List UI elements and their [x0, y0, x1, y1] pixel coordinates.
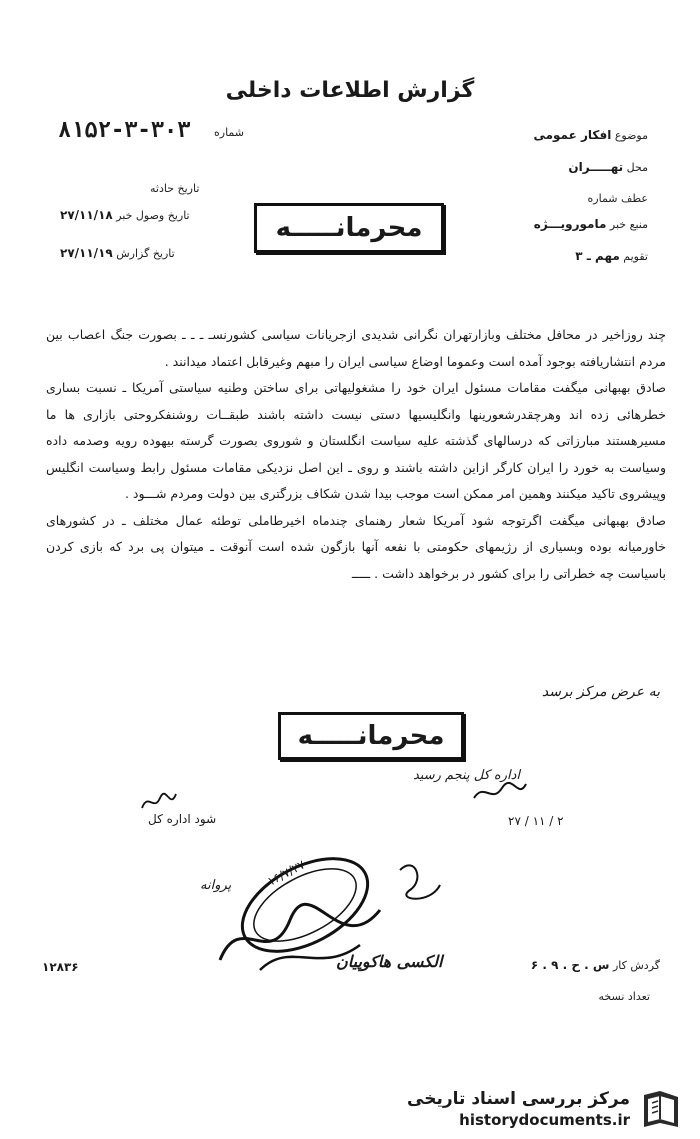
file-code: ۱۲۸۳۶ — [42, 960, 79, 974]
assessment-field — [575, 249, 648, 263]
document-title: گزارش اطلاعات داخلی — [225, 78, 475, 103]
date-event-field — [150, 182, 199, 195]
copies-field — [599, 990, 650, 1003]
place-field — [568, 160, 648, 174]
source-value: مامورویـــژه — [533, 217, 607, 231]
signature-note-2: اداره کل پنجم رسید — [412, 768, 520, 783]
signature-name: الکسی هاکوپیان — [336, 952, 443, 971]
signature-left: پروانه — [200, 878, 232, 893]
report-paragraph: چند روزاخیر در محافل مختلف وبازارتهران نگرانی شدیدی ازجریانات سیاسی کشورنسـ ـ ـ ـ بصورت جنگ اعصاب بین مردم انتشاریافته بوجود آمده است وعموما اوضاع سیاسی ایران را مبهم وغیرقابل اعتماد میدانند . — [46, 327, 666, 369]
archive-field — [531, 958, 660, 972]
subject-label: موضوع — [614, 129, 648, 142]
copies-label: تعداد نسخه — [598, 990, 650, 1003]
place-value: تهـــــران — [568, 160, 624, 174]
date-report-value: ۲۷/۱۱/۱۹ — [60, 246, 113, 260]
classification-stamp: محرمانـــــه — [254, 203, 444, 253]
source-field — [534, 217, 648, 231]
classification-stamp-bottom: محرمانـــــه — [278, 712, 464, 760]
place-label: محل — [626, 161, 648, 174]
signature-date: ۲ / ۱۱ / ۲۷ — [508, 814, 564, 828]
source-ref-field — [588, 192, 648, 205]
handwritten-note: به عرض مرکز برسد — [541, 684, 660, 700]
archive-label: گردش کار — [612, 959, 660, 972]
watermark-logo — [400, 1085, 690, 1133]
report-paragraph: صادق بهبهانی میگفت اگرتوجه شود آمریکا شعار رهنمای چندماه اخیرطاملی توطئه عمال مختلف ـ در کشورهای خاورمیانه بوده وبسیاری از رژیمهای حکومتی با نفعه آنها بازگون شده است آنوقت ـ میتوان پی برد که بازی کردن باسیاست چه خطراتی را برای کشور در برخواهد داشت . ـــــ — [46, 512, 666, 581]
file-code-field — [42, 960, 79, 974]
assessment-label: تقویم — [623, 250, 648, 263]
book-icon — [638, 1087, 684, 1133]
date-report-field — [60, 246, 175, 260]
watermark-url: historydocuments.ir — [459, 1111, 630, 1129]
subject-field — [533, 128, 648, 142]
watermark-org-name: مرکز بررسی اسناد تاریخی — [407, 1089, 630, 1109]
signature-scribble-icon — [140, 790, 180, 814]
date-received-label: تاریخ وصول خبر — [116, 209, 190, 222]
report-body — [46, 322, 666, 587]
assessment-value: مهم ـ ۳ — [575, 249, 620, 263]
date-report-label: تاریخ گزارش — [116, 247, 175, 260]
archive-value: س . ح . ۹ . ۶ — [530, 958, 610, 972]
date-received-field — [60, 208, 190, 222]
subject-value: افکار عمومی — [533, 128, 612, 142]
round-stamp-text: ۱۶/۷/۲۷ — [265, 857, 308, 889]
source-ref-label: عطف شماره — [587, 192, 648, 205]
date-event-label: تاریخ حادثه — [150, 182, 200, 195]
signature-scribble-icon — [470, 778, 530, 806]
date-received-value: ۲۷/۱۱/۱۸ — [60, 208, 113, 222]
number-field — [214, 126, 244, 139]
source-label: منبع خبر — [609, 218, 648, 231]
signature-note-1: شود اداره کل — [148, 812, 217, 826]
number-label: شماره — [214, 126, 245, 139]
document-number-handwritten: ۸۱۵۲-۳-۳۰۳ — [58, 118, 191, 143]
report-paragraph: صادق بهبهانی میگفت مقامات مسئول ایران خود را مشغولیهاتی برای ساختن وطنیه سیاستی آمریکا ـ نسبت بساری خطرهائی زده اند وهرچقدرشعورینها وانگلیسیها دستی نیست داشته باشند طبقــات روشنفکروحتی بازاری ها ما مسیرهستند مبارزاتی که درسالهای گذشته علیه سیاست انگلستان و شوروی بصورت گرسته بیهوده رویه وصدمه داده وسیاست به خورد را ایران کارگر ازاین داشته باشند و روی ـ این اصل نزدیکی مقامات مسئول رابط وسیاست انگلیس وپیشروی تاکید میکنند وهمین امر ممکن است موجب بیدا شدن شکاف بزرگتری بین دولت ومردم شـــود . — [46, 380, 666, 501]
